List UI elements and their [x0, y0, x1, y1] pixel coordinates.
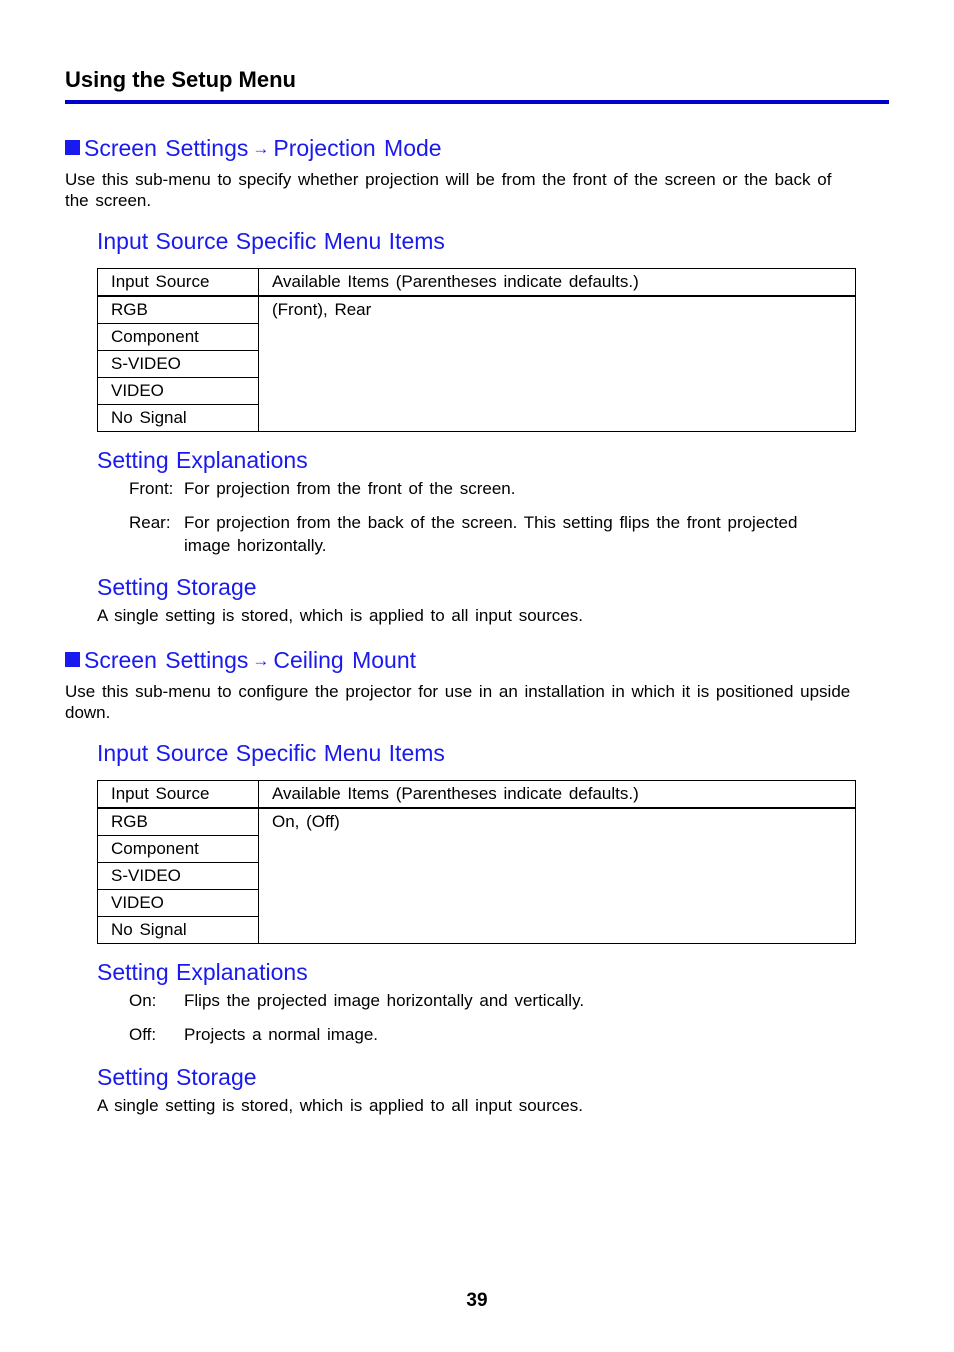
page-header-title: Using the Setup Menu	[65, 67, 296, 92]
table-cell-source: S-VIDEO	[98, 863, 259, 890]
storage-heading: Setting Storage	[97, 1064, 257, 1090]
table-header-available-items: Available Items (Parentheses indicate defaults.)	[259, 781, 856, 809]
square-bullet-icon	[65, 140, 80, 155]
explanation-term: Off:	[129, 1025, 157, 1044]
header-rule	[65, 100, 889, 104]
section-title-part2: Ceiling Mount	[273, 647, 417, 673]
explanation-term: On:	[129, 991, 157, 1010]
table-cell-source: Component	[98, 836, 259, 863]
table-header-input-source: Input Source	[98, 269, 259, 297]
section-title-ceiling-mount	[65, 646, 416, 675]
square-bullet-icon	[65, 652, 80, 667]
explanation-item	[129, 477, 849, 500]
table-header-row	[98, 781, 856, 809]
storage-text: A single setting is stored, which is applied to all input sources.	[97, 1096, 583, 1115]
table-header-row	[98, 269, 856, 297]
table-cell-source: S-VIDEO	[98, 351, 259, 378]
table-cell-source: RGB	[98, 808, 259, 836]
table-row	[98, 808, 856, 836]
table-cell-available-items: (Front), Rear	[259, 296, 856, 432]
table-heading: Input Source Specific Menu Items	[97, 740, 445, 766]
section-title-part1: Screen Settings	[84, 647, 249, 673]
table-cell-source: RGB	[98, 296, 259, 324]
menu-items-table	[97, 780, 856, 944]
explanation-text: Flips the projected image horizontally and vertically.	[184, 991, 585, 1010]
storage-heading: Setting Storage	[97, 574, 257, 600]
section-intro: Use this sub-menu to specify whether projection will be from the front of the screen or the back of the screen.	[65, 170, 832, 210]
arrow-right-icon: →	[252, 651, 270, 670]
table-header-available-items: Available Items (Parentheses indicate defaults.)	[259, 269, 856, 297]
explanation-item	[129, 511, 849, 557]
page-number: 39	[466, 1290, 488, 1311]
explanations-heading: Setting Explanations	[97, 959, 308, 985]
section-title-projection-mode	[65, 134, 442, 163]
table-cell-source: No Signal	[98, 405, 259, 432]
section-title-part1: Screen Settings	[84, 135, 249, 161]
section-title-part2: Projection Mode	[273, 135, 442, 161]
table-cell-source: No Signal	[98, 917, 259, 944]
table-cell-source: VIDEO	[98, 890, 259, 917]
section-intro: Use this sub-menu to configure the projector for use in an installation in which it is positioned upside down.	[65, 682, 851, 722]
explanation-text: For projection from the front of the screen.	[184, 479, 516, 498]
table-heading: Input Source Specific Menu Items	[97, 228, 445, 254]
explanations-heading: Setting Explanations	[97, 447, 308, 473]
table-header-input-source: Input Source	[98, 781, 259, 809]
arrow-right-icon: →	[252, 139, 270, 158]
explanation-text: Projects a normal image.	[184, 1025, 379, 1044]
table-row	[98, 296, 856, 324]
explanation-term: Front:	[129, 479, 174, 498]
explanation-text: For projection from the back of the screen. This setting flips the front projected image horizontally.	[184, 513, 798, 555]
table-cell-source: VIDEO	[98, 378, 259, 405]
table-cell-available-items: On, (Off)	[259, 808, 856, 944]
explanation-item	[129, 989, 849, 1012]
table-cell-source: Component	[98, 324, 259, 351]
storage-text: A single setting is stored, which is applied to all input sources.	[97, 606, 583, 625]
explanation-item	[129, 1023, 849, 1046]
explanation-term: Rear:	[129, 513, 171, 532]
menu-items-table	[97, 268, 856, 432]
